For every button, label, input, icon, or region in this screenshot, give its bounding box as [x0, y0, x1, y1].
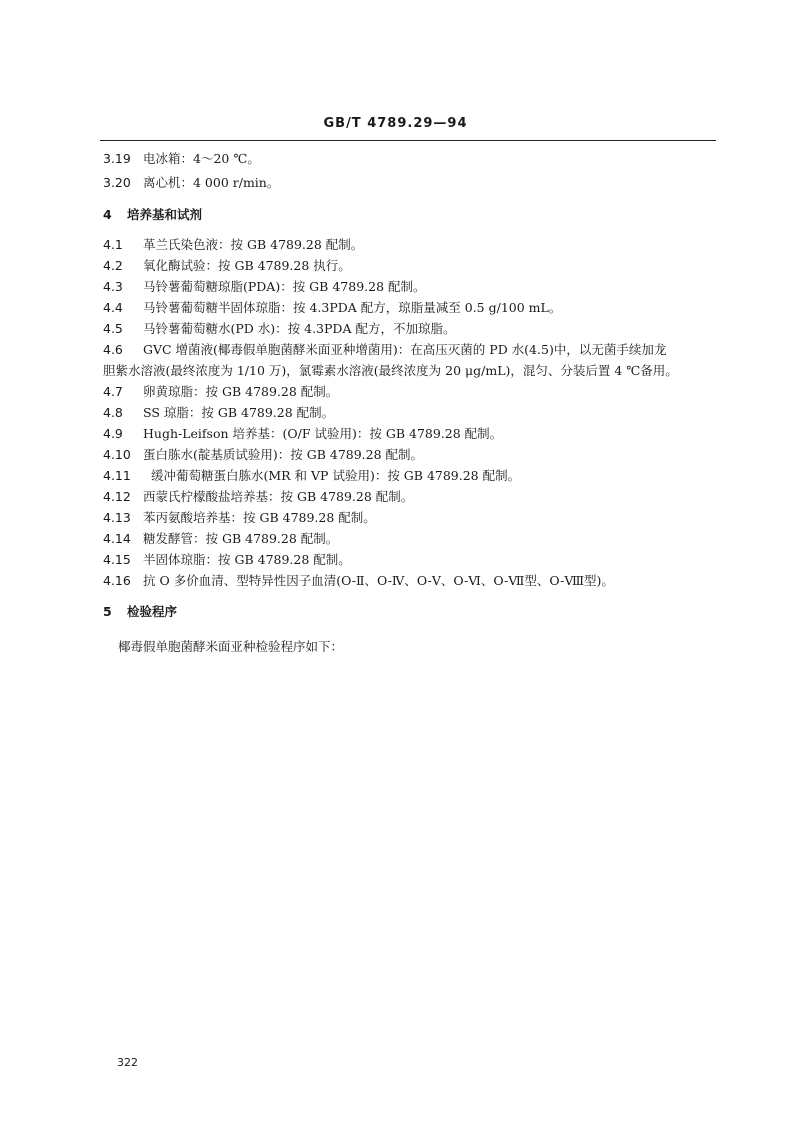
list-item-4-7	[103, 383, 338, 401]
item-number: 4.16	[103, 573, 131, 588]
item-number: 4.15	[103, 552, 131, 567]
item-text: 半固体琼脂：按 GB 4789.28 配制。	[143, 552, 351, 567]
item-text: 马铃薯葡萄糖琼脂(PDA)：按 GB 4789.28 配制。	[143, 279, 426, 294]
item-text: 离心机：4 000 r/min。	[143, 175, 280, 190]
item-number: 4.14	[103, 531, 131, 546]
item-text: 马铃薯葡萄糖半固体琼脂：按 4.3PDA 配方，琼脂量减至 0.5 g/100 mL。	[143, 300, 562, 315]
section-number: 4	[103, 207, 112, 222]
item-text: 缓冲葡萄糖蛋白胨水(MR 和 VP 试验用)：按 GB 4789.28 配制。	[151, 468, 521, 483]
list-item-4-2	[103, 257, 351, 275]
section-5-body: 椰毒假单胞菌酵米面亚种检验程序如下：	[118, 639, 344, 654]
section-number: 5	[103, 604, 112, 619]
item-number: 4.10	[103, 447, 131, 462]
item-text: 革兰氏染色液：按 GB 4789.28 配制。	[143, 237, 364, 252]
list-item-4-6	[103, 341, 666, 359]
list-item-4-6-continuation	[103, 362, 678, 380]
item-text: 氧化酶试验：按 GB 4789.28 执行。	[143, 258, 351, 273]
item-number: 3.20	[103, 175, 131, 190]
item-number: 4.8	[103, 405, 123, 420]
list-item-4-12	[103, 488, 413, 506]
item-text: 卵黄琼脂：按 GB 4789.28 配制。	[143, 384, 339, 399]
list-item-4-5	[103, 320, 455, 338]
item-text: 电冰箱：4～20 ℃。	[143, 151, 260, 166]
item-number: 4.3	[103, 279, 123, 294]
header-rule	[100, 140, 716, 141]
list-item-4-13	[103, 509, 376, 527]
item-number: 4.4	[103, 300, 123, 315]
section-title: 检验程序	[127, 604, 178, 619]
item-text: 蛋白胨水(靛基质试验用)：按 GB 4789.28 配制。	[143, 447, 424, 462]
list-item-4-10	[103, 446, 423, 464]
list-item-4-11	[103, 467, 520, 485]
item-number: 4.13	[103, 510, 131, 525]
list-item-3-20	[103, 174, 279, 192]
list-item-4-4	[103, 299, 561, 317]
page-number: 322	[117, 1056, 138, 1069]
item-text: Hugh-Leifson 培养基：(O/F 试验用)：按 GB 4789.28 配制。	[143, 426, 503, 441]
item-text: 苯丙氨酸培养基：按 GB 4789.28 配制。	[143, 510, 376, 525]
list-item-4-3	[103, 278, 426, 296]
list-item-4-15	[103, 551, 351, 569]
item-number: 4.11	[103, 468, 131, 483]
item-number: 4.9	[103, 426, 123, 441]
item-number: 4.1	[103, 237, 123, 252]
item-text-line1: GVC 增菌液(椰毒假单胞菌酵米面亚种增菌用)：在高压灭菌的 PD 水(4.5)中，以无菌手续加龙	[143, 342, 667, 357]
list-item-3-19	[103, 150, 260, 168]
item-number: 4.6	[103, 342, 123, 357]
item-number: 4.12	[103, 489, 131, 504]
item-text: 马铃薯葡萄糖水(PD 水)：按 4.3PDA 配方，不加琼脂。	[143, 321, 456, 336]
item-text: SS 琼脂：按 GB 4789.28 配制。	[143, 405, 335, 420]
section-heading-5	[103, 603, 177, 621]
list-item-4-1	[103, 236, 363, 254]
item-text-line2: 胆紫水溶液(最终浓度为 1/10 万)，氯霉素水溶液(最终浓度为 20 μg/mL)，混匀、分装后置 4 ℃备用。	[103, 363, 678, 378]
item-number: 4.5	[103, 321, 123, 336]
list-item-4-9	[103, 425, 502, 443]
list-item-4-8	[103, 404, 334, 422]
list-item-4-14	[103, 530, 338, 548]
item-text: 糖发酵管：按 GB 4789.28 配制。	[143, 531, 339, 546]
section-title: 培养基和试剂	[127, 207, 203, 222]
item-number: 3.19	[103, 151, 131, 166]
item-text: 西蒙氏柠檬酸盐培养基：按 GB 4789.28 配制。	[143, 489, 414, 504]
section-heading-4	[103, 206, 202, 224]
list-item-4-16	[103, 572, 614, 590]
item-text: 抗 O 多价血清、型特异性因子血清(O-Ⅱ、O-Ⅳ、O-Ⅴ、O-Ⅵ、O-Ⅶ型、O-Ⅷ型)。	[143, 573, 614, 588]
standard-header: GB/T 4789.29—94	[323, 116, 468, 131]
item-number: 4.2	[103, 258, 123, 273]
item-number: 4.7	[103, 384, 123, 399]
